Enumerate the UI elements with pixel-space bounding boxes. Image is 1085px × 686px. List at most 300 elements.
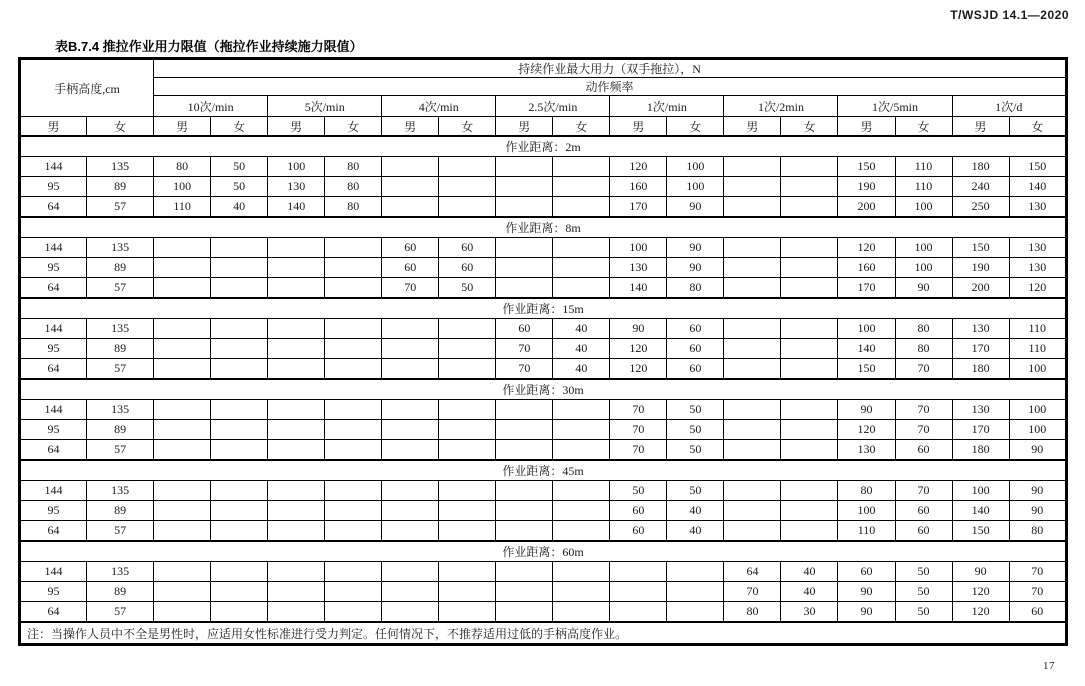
table-row [20, 238, 1067, 258]
force-value-cell: 140 [1009, 177, 1066, 197]
force-value-cell [325, 440, 382, 461]
force-value-cell: 40 [553, 359, 610, 380]
force-value-cell [781, 319, 838, 339]
force-value-cell [154, 481, 211, 501]
force-value-cell [496, 238, 553, 258]
force-value-cell: 160 [610, 177, 667, 197]
male-header: 男 [838, 117, 895, 137]
force-value-cell [382, 339, 439, 359]
force-value-cell [211, 258, 268, 278]
force-value-cell [382, 359, 439, 380]
force-value-cell [781, 258, 838, 278]
force-value-cell: 110 [838, 521, 895, 542]
force-value-cell [439, 319, 496, 339]
force-value-cell [553, 157, 610, 177]
force-value-cell: 100 [838, 319, 895, 339]
section-distance-label: 作业距离：45m [20, 460, 1067, 481]
force-value-cell: 120 [952, 582, 1009, 602]
force-value-cell: 80 [838, 481, 895, 501]
handle-height-cell: 89 [87, 501, 154, 521]
handle-height-cell: 89 [87, 420, 154, 440]
force-value-cell: 110 [895, 157, 952, 177]
section-row-30m [20, 379, 1067, 400]
force-value-cell: 130 [1009, 258, 1066, 278]
force-value-cell [154, 359, 211, 380]
female-header: 女 [553, 117, 610, 137]
force-value-cell: 150 [952, 238, 1009, 258]
section-row-60m [20, 541, 1067, 562]
force-value-cell [724, 197, 781, 218]
header-row-frequencies [20, 96, 1067, 117]
force-value-cell: 240 [952, 177, 1009, 197]
force-value-cell: 90 [952, 562, 1009, 582]
force-value-cell [781, 400, 838, 420]
force-value-cell: 120 [838, 420, 895, 440]
force-value-cell: 80 [895, 319, 952, 339]
note-row [20, 622, 1067, 645]
force-value-cell [724, 278, 781, 299]
force-value-cell [439, 582, 496, 602]
force-value-cell [724, 521, 781, 542]
force-value-cell [553, 238, 610, 258]
force-value-cell: 40 [781, 562, 838, 582]
section-row-15m [20, 298, 1067, 319]
force-value-cell: 180 [952, 359, 1009, 380]
force-value-cell [610, 582, 667, 602]
force-value-cell [154, 501, 211, 521]
force-value-cell: 90 [1009, 440, 1066, 461]
header-row-force [20, 59, 1067, 78]
table-row [20, 521, 1067, 542]
table-row [20, 562, 1067, 582]
force-value-cell [496, 278, 553, 299]
force-value-cell: 200 [838, 197, 895, 218]
force-value-cell: 60 [382, 258, 439, 278]
female-header: 女 [895, 117, 952, 137]
force-value-cell [154, 602, 211, 623]
force-value-cell [781, 339, 838, 359]
force-value-cell [553, 440, 610, 461]
force-value-cell [553, 582, 610, 602]
force-value-cell [667, 562, 724, 582]
force-value-cell: 190 [838, 177, 895, 197]
force-value-cell [325, 278, 382, 299]
force-value-cell [382, 602, 439, 623]
force-value-cell: 110 [895, 177, 952, 197]
frequency-col-header-8: 1次/d [952, 96, 1066, 117]
force-value-cell [439, 521, 496, 542]
table-row [20, 157, 1067, 177]
force-value-cell: 130 [1009, 238, 1066, 258]
force-value-cell [496, 400, 553, 420]
force-value-cell [553, 481, 610, 501]
force-value-cell: 90 [838, 400, 895, 420]
force-value-cell [724, 177, 781, 197]
force-value-cell [781, 440, 838, 461]
male-header: 男 [952, 117, 1009, 137]
handle-height-cell: 57 [87, 602, 154, 623]
handle-height-cell: 144 [20, 400, 87, 420]
force-value-cell: 90 [838, 582, 895, 602]
female-header: 女 [1009, 117, 1066, 137]
force-value-cell: 100 [667, 157, 724, 177]
handle-height-cell: 64 [20, 278, 87, 299]
force-value-cell: 70 [895, 359, 952, 380]
handle-height-cell: 89 [87, 258, 154, 278]
force-value-cell [781, 157, 838, 177]
force-value-cell [382, 562, 439, 582]
table-row [20, 319, 1067, 339]
force-value-cell [496, 197, 553, 218]
handle-height-cell: 135 [87, 319, 154, 339]
force-value-cell [496, 258, 553, 278]
force-value-cell [268, 440, 325, 461]
force-value-cell [211, 562, 268, 582]
force-value-cell: 130 [952, 319, 1009, 339]
frequency-col-header-3: 4次/min [382, 96, 496, 117]
force-value-cell: 80 [724, 602, 781, 623]
force-value-cell [439, 602, 496, 623]
force-value-cell: 130 [838, 440, 895, 461]
force-value-cell: 170 [838, 278, 895, 299]
force-value-cell: 150 [1009, 157, 1066, 177]
force-value-cell: 150 [952, 521, 1009, 542]
handle-height-cell: 57 [87, 278, 154, 299]
force-value-cell: 50 [895, 562, 952, 582]
force-value-cell [268, 562, 325, 582]
force-value-cell [382, 501, 439, 521]
force-value-cell [325, 521, 382, 542]
force-value-cell: 140 [610, 278, 667, 299]
force-value-cell: 60 [1009, 602, 1066, 623]
force-value-cell [325, 238, 382, 258]
handle-height-cell: 144 [20, 562, 87, 582]
force-value-cell: 60 [439, 258, 496, 278]
force-value-cell: 140 [268, 197, 325, 218]
force-value-cell: 110 [1009, 339, 1066, 359]
force-value-cell [439, 197, 496, 218]
handle-height-cell: 135 [87, 238, 154, 258]
force-value-cell [211, 238, 268, 258]
force-value-cell: 50 [667, 440, 724, 461]
force-value-cell: 100 [895, 258, 952, 278]
handle-height-cell: 64 [20, 359, 87, 380]
handle-height-cell: 95 [20, 177, 87, 197]
force-value-cell: 70 [382, 278, 439, 299]
frequency-col-header-4: 2.5次/min [496, 96, 610, 117]
female-header: 女 [667, 117, 724, 137]
force-value-cell [724, 420, 781, 440]
push-pull-force-table [18, 57, 1068, 646]
handle-height-cell: 144 [20, 319, 87, 339]
force-value-cell: 120 [610, 359, 667, 380]
force-value-cell: 120 [952, 602, 1009, 623]
force-value-cell: 130 [268, 177, 325, 197]
section-distance-label: 作业距离：2m [20, 136, 1067, 157]
force-value-cell: 70 [610, 400, 667, 420]
table-row [20, 197, 1067, 218]
force-value-cell [154, 319, 211, 339]
handle-height-cell: 95 [20, 582, 87, 602]
handle-height-cell: 57 [87, 359, 154, 380]
section-distance-label: 作业距离：30m [20, 379, 1067, 400]
force-value-cell: 40 [553, 319, 610, 339]
force-value-cell: 100 [667, 177, 724, 197]
force-value-cell [496, 440, 553, 461]
male-header: 男 [496, 117, 553, 137]
force-value-cell [724, 400, 781, 420]
force-value-cell [496, 582, 553, 602]
force-value-cell [268, 339, 325, 359]
force-value-cell [268, 481, 325, 501]
force-value-cell [154, 582, 211, 602]
force-value-cell: 170 [952, 420, 1009, 440]
handle-height-cell: 57 [87, 197, 154, 218]
force-value-cell [439, 359, 496, 380]
force-value-cell [382, 157, 439, 177]
force-value-cell: 70 [1009, 562, 1066, 582]
force-value-cell: 60 [838, 562, 895, 582]
force-value-cell [325, 562, 382, 582]
force-value-cell [325, 420, 382, 440]
force-value-cell: 50 [667, 400, 724, 420]
force-value-cell: 100 [895, 238, 952, 258]
force-value-cell [154, 278, 211, 299]
force-value-cell [724, 238, 781, 258]
force-value-cell: 40 [781, 582, 838, 602]
force-value-cell [724, 258, 781, 278]
force-value-cell [268, 501, 325, 521]
force-value-cell [325, 582, 382, 602]
section-distance-label: 作业距离：60m [20, 541, 1067, 562]
table-title: 表B.7.4 推拉作业用力限值（拖拉作业持续施力限值） [55, 39, 363, 54]
table-row [20, 501, 1067, 521]
section-row-2m [20, 136, 1067, 157]
force-header-cell: 持续作业最大用力（双手拖拉），N [154, 59, 1067, 78]
force-value-cell: 160 [838, 258, 895, 278]
force-value-cell [724, 501, 781, 521]
force-value-cell: 120 [838, 238, 895, 258]
handle-height-cell: 89 [87, 582, 154, 602]
handle-height-cell: 95 [20, 501, 87, 521]
force-value-cell: 200 [952, 278, 1009, 299]
header-row-frequency-title [20, 78, 1067, 96]
force-value-cell: 60 [667, 359, 724, 380]
force-value-cell [325, 501, 382, 521]
force-value-cell [211, 501, 268, 521]
force-value-cell [268, 400, 325, 420]
force-value-cell: 70 [496, 359, 553, 380]
force-value-cell [325, 319, 382, 339]
force-value-cell: 70 [1009, 582, 1066, 602]
force-value-cell: 140 [838, 339, 895, 359]
table-row [20, 481, 1067, 501]
force-value-cell [667, 582, 724, 602]
force-value-cell [382, 177, 439, 197]
force-value-cell [211, 400, 268, 420]
force-value-cell [439, 157, 496, 177]
handle-height-cell: 64 [20, 440, 87, 461]
force-value-cell [724, 359, 781, 380]
force-value-cell: 100 [154, 177, 211, 197]
force-value-cell [724, 319, 781, 339]
female-header: 女 [781, 117, 838, 137]
force-value-cell [781, 197, 838, 218]
force-value-cell [211, 521, 268, 542]
force-value-cell: 150 [838, 359, 895, 380]
force-value-cell [211, 339, 268, 359]
force-value-cell: 170 [952, 339, 1009, 359]
force-value-cell [553, 521, 610, 542]
handle-height-cell: 64 [20, 602, 87, 623]
force-value-cell [154, 562, 211, 582]
force-value-cell [496, 481, 553, 501]
force-value-cell [268, 420, 325, 440]
section-row-45m [20, 460, 1067, 481]
handle-height-cell: 135 [87, 400, 154, 420]
force-value-cell [382, 521, 439, 542]
force-value-cell [211, 440, 268, 461]
force-value-cell [781, 177, 838, 197]
force-value-cell [439, 420, 496, 440]
force-value-cell [325, 359, 382, 380]
force-value-cell: 50 [667, 420, 724, 440]
force-value-cell: 250 [952, 197, 1009, 218]
page-number: 17 [1043, 660, 1055, 672]
force-value-cell [268, 278, 325, 299]
table-row [20, 278, 1067, 299]
table-row [20, 400, 1067, 420]
force-value-cell [325, 339, 382, 359]
force-value-cell [268, 319, 325, 339]
force-value-cell: 80 [667, 278, 724, 299]
section-distance-label: 作业距离：8m [20, 217, 1067, 238]
force-value-cell [268, 521, 325, 542]
force-value-cell: 60 [667, 319, 724, 339]
force-value-cell [154, 238, 211, 258]
force-value-cell [325, 258, 382, 278]
force-value-cell [724, 339, 781, 359]
frequency-col-header-1: 10次/min [154, 96, 268, 117]
force-value-cell [496, 562, 553, 582]
force-value-cell: 70 [610, 440, 667, 461]
force-value-cell [724, 440, 781, 461]
force-value-cell [553, 501, 610, 521]
handle-height-cell: 135 [87, 157, 154, 177]
force-value-cell: 90 [1009, 501, 1066, 521]
force-value-cell: 70 [895, 400, 952, 420]
handle-height-cell: 135 [87, 562, 154, 582]
force-value-cell [781, 521, 838, 542]
force-value-cell [610, 602, 667, 623]
force-value-cell [781, 420, 838, 440]
force-value-cell [154, 440, 211, 461]
force-value-cell: 50 [610, 481, 667, 501]
force-value-cell [268, 359, 325, 380]
male-header: 男 [268, 117, 325, 137]
force-value-cell: 40 [211, 197, 268, 218]
force-value-cell [496, 521, 553, 542]
force-value-cell [154, 339, 211, 359]
force-value-cell [553, 562, 610, 582]
force-value-cell [724, 157, 781, 177]
table-row [20, 177, 1067, 197]
force-value-cell [211, 420, 268, 440]
force-value-cell: 70 [496, 339, 553, 359]
table-row [20, 339, 1067, 359]
force-value-cell [325, 602, 382, 623]
force-value-cell [382, 420, 439, 440]
table-row [20, 440, 1067, 461]
force-value-cell: 60 [439, 238, 496, 258]
force-value-cell: 140 [952, 501, 1009, 521]
force-value-cell [154, 521, 211, 542]
force-value-cell [667, 602, 724, 623]
force-value-cell [439, 400, 496, 420]
force-value-cell: 180 [952, 440, 1009, 461]
frequency-header-cell: 动作频率 [154, 78, 1067, 96]
force-value-cell: 130 [1009, 197, 1066, 218]
force-value-cell: 64 [724, 562, 781, 582]
force-value-cell [211, 582, 268, 602]
handle-height-cell: 89 [87, 339, 154, 359]
force-value-cell: 50 [211, 157, 268, 177]
force-value-cell: 30 [781, 602, 838, 623]
male-header: 男 [610, 117, 667, 137]
force-value-cell [211, 481, 268, 501]
force-value-cell: 60 [895, 440, 952, 461]
force-value-cell [496, 157, 553, 177]
force-value-cell: 100 [1009, 359, 1066, 380]
handle-height-cell: 95 [20, 420, 87, 440]
force-value-cell: 100 [1009, 420, 1066, 440]
male-header: 男 [154, 117, 211, 137]
force-value-cell: 110 [1009, 319, 1066, 339]
frequency-col-header-7: 1次/5min [838, 96, 952, 117]
force-value-cell: 80 [325, 177, 382, 197]
force-value-cell: 50 [895, 582, 952, 602]
force-value-cell: 120 [1009, 278, 1066, 299]
handle-height-cell: 64 [20, 197, 87, 218]
female-header: 女 [325, 117, 382, 137]
force-value-cell: 60 [895, 521, 952, 542]
handle-height-cell: 57 [87, 440, 154, 461]
handle-height-cell: 57 [87, 521, 154, 542]
force-value-cell: 50 [439, 278, 496, 299]
force-value-cell: 90 [667, 238, 724, 258]
force-value-cell: 50 [895, 602, 952, 623]
force-value-cell: 80 [154, 157, 211, 177]
force-value-cell [781, 481, 838, 501]
force-value-cell [496, 420, 553, 440]
handle-height-cell: 95 [20, 258, 87, 278]
handle-height-cell: 144 [20, 238, 87, 258]
corner-header-cell: 手柄高度,cm [20, 59, 154, 117]
female-header: 女 [439, 117, 496, 137]
handle-height-cell: 144 [20, 157, 87, 177]
force-value-cell [211, 602, 268, 623]
force-value-cell: 100 [838, 501, 895, 521]
table-note: 注：当操作人员中不全是男性时，应适用女性标准进行受力判定。任何情况下，不推荐适用过低的手柄高度作业。 [20, 622, 1067, 645]
force-value-cell: 180 [952, 157, 1009, 177]
force-value-cell: 70 [610, 420, 667, 440]
force-value-cell: 80 [325, 197, 382, 218]
force-value-cell [553, 177, 610, 197]
force-value-cell: 120 [610, 157, 667, 177]
force-value-cell: 100 [268, 157, 325, 177]
force-value-cell [268, 602, 325, 623]
force-value-cell [553, 278, 610, 299]
